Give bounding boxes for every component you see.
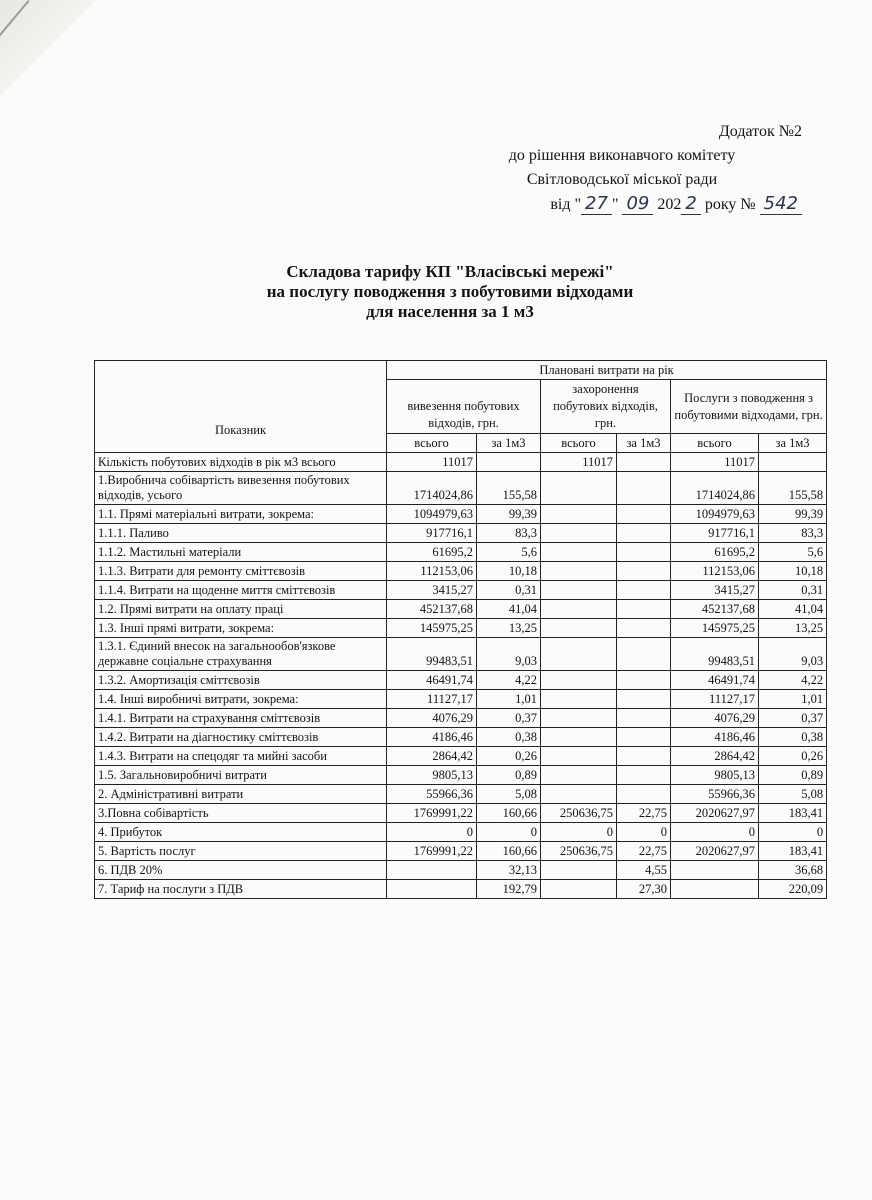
burial-header: захоронення побутових відходів, грн. xyxy=(541,380,671,434)
row-value xyxy=(541,581,617,600)
row-value xyxy=(541,785,617,804)
table-row xyxy=(95,861,827,880)
table-row xyxy=(95,785,827,804)
row-label: 1.3.1. Єдиний внесок на загальнообов'язкове державне соціальне страхування xyxy=(95,638,387,671)
row-value: 1714024,86 xyxy=(387,472,477,505)
row-value: 22,75 xyxy=(617,804,671,823)
annex-title: Додаток №2 xyxy=(718,123,802,140)
row-value: 9,03 xyxy=(477,638,541,671)
row-value: 452137,68 xyxy=(671,600,759,619)
table-row xyxy=(95,581,827,600)
row-value: 145975,25 xyxy=(671,619,759,638)
total-header: всього xyxy=(671,434,759,453)
row-value: 1769991,22 xyxy=(387,842,477,861)
row-label: 1.3.2. Амортизація сміттєвозів xyxy=(95,671,387,690)
row-value: 0,89 xyxy=(759,766,827,785)
row-value: 11017 xyxy=(671,453,759,472)
document-title xyxy=(180,262,720,322)
year-prefix: 202 xyxy=(657,196,682,213)
row-value: 1714024,86 xyxy=(671,472,759,505)
table-row xyxy=(95,638,827,671)
row-value: 155,58 xyxy=(477,472,541,505)
row-value: 0,37 xyxy=(477,709,541,728)
table-row xyxy=(95,842,827,861)
row-value: 10,18 xyxy=(759,562,827,581)
row-value: 452137,68 xyxy=(387,600,477,619)
table-row xyxy=(95,562,827,581)
row-value xyxy=(387,880,477,899)
row-value: 4,55 xyxy=(617,861,671,880)
row-label: 1.4. Інші виробничі витрати, зокрема: xyxy=(95,690,387,709)
year-suffix: 2 xyxy=(681,193,700,215)
row-value: 83,3 xyxy=(477,524,541,543)
row-value xyxy=(541,600,617,619)
planned-costs-header: Плановані витрати на рік xyxy=(387,361,827,380)
row-value xyxy=(541,861,617,880)
row-value: 2020627,97 xyxy=(671,842,759,861)
table-row xyxy=(95,747,827,766)
row-value: 0 xyxy=(759,823,827,842)
table-row xyxy=(95,472,827,505)
row-value: 0 xyxy=(477,823,541,842)
row-label: 1.2. Прямі витрати на оплату праці xyxy=(95,600,387,619)
row-value: 99,39 xyxy=(759,505,827,524)
row-value xyxy=(617,453,671,472)
row-value: 0,38 xyxy=(759,728,827,747)
row-value: 11127,17 xyxy=(671,690,759,709)
row-value: 1,01 xyxy=(759,690,827,709)
row-label: 1.4.1. Витрати на страхування сміттєвозів xyxy=(95,709,387,728)
row-label: 1.1.1. Паливо xyxy=(95,524,387,543)
row-value: 9805,13 xyxy=(387,766,477,785)
row-value: 183,41 xyxy=(759,842,827,861)
table-row xyxy=(95,505,827,524)
row-value: 4186,46 xyxy=(671,728,759,747)
date-month: 09 xyxy=(622,193,653,215)
row-value: 61695,2 xyxy=(671,543,759,562)
row-value xyxy=(541,690,617,709)
row-label: 1.4.2. Витрати на діагностику сміттєвозів xyxy=(95,728,387,747)
tariff-body xyxy=(95,453,827,899)
title-line-1: Складова тарифу КП "Власівські мережі" xyxy=(286,262,614,281)
row-value: 83,3 xyxy=(759,524,827,543)
row-value: 55966,36 xyxy=(387,785,477,804)
date-mid: " xyxy=(611,196,619,213)
table-row xyxy=(95,600,827,619)
row-value xyxy=(617,562,671,581)
row-label: 1.3. Інші прямі витрати, зокрема: xyxy=(95,619,387,638)
row-value: 11017 xyxy=(541,453,617,472)
row-value: 5,6 xyxy=(759,543,827,562)
row-value xyxy=(477,453,541,472)
row-label: 1.1.2. Мастильні матеріали xyxy=(95,543,387,562)
row-label: 4. Прибуток xyxy=(95,823,387,842)
row-value: 1769991,22 xyxy=(387,804,477,823)
row-value xyxy=(617,638,671,671)
row-value: 11127,17 xyxy=(387,690,477,709)
row-value xyxy=(617,543,671,562)
row-value xyxy=(617,619,671,638)
row-value: 9,03 xyxy=(759,638,827,671)
tariff-table xyxy=(94,360,827,899)
row-value: 160,66 xyxy=(477,804,541,823)
row-value xyxy=(541,880,617,899)
table-row xyxy=(95,880,827,899)
row-value xyxy=(617,728,671,747)
row-value xyxy=(541,472,617,505)
row-value: 1094979,63 xyxy=(387,505,477,524)
table-row xyxy=(95,543,827,562)
row-value: 4186,46 xyxy=(387,728,477,747)
row-value: 4076,29 xyxy=(671,709,759,728)
indicator-header: Показник xyxy=(95,361,387,453)
row-value xyxy=(617,524,671,543)
row-value: 41,04 xyxy=(759,600,827,619)
row-value xyxy=(617,709,671,728)
row-value xyxy=(617,785,671,804)
row-label: Кількість побутових відходів в рік м3 всього xyxy=(95,453,387,472)
title-line-2: на послугу поводження з побутовими відходами xyxy=(266,282,634,301)
row-value: 99483,51 xyxy=(387,638,477,671)
row-value xyxy=(541,709,617,728)
row-value: 13,25 xyxy=(477,619,541,638)
row-value xyxy=(541,562,617,581)
row-value: 5,08 xyxy=(759,785,827,804)
row-value: 36,68 xyxy=(759,861,827,880)
row-value: 4,22 xyxy=(477,671,541,690)
total-header: всього xyxy=(387,434,477,453)
row-label: 3.Повна собівартість xyxy=(95,804,387,823)
date-prefix: від " xyxy=(550,196,582,213)
date-day: 27 xyxy=(581,193,612,215)
row-value: 55966,36 xyxy=(671,785,759,804)
row-value: 10,18 xyxy=(477,562,541,581)
row-value: 4076,29 xyxy=(387,709,477,728)
row-value: 0,89 xyxy=(477,766,541,785)
row-value: 99483,51 xyxy=(671,638,759,671)
table-row xyxy=(95,823,827,842)
row-value: 41,04 xyxy=(477,600,541,619)
row-value xyxy=(617,747,671,766)
row-value: 3415,27 xyxy=(671,581,759,600)
row-value: 46491,74 xyxy=(387,671,477,690)
row-label: 7. Тариф на послуги з ПДВ xyxy=(95,880,387,899)
row-value xyxy=(541,728,617,747)
row-value xyxy=(541,524,617,543)
annex-council-line: Світловодської міської ради xyxy=(526,171,718,188)
table-row xyxy=(95,690,827,709)
row-value: 145975,25 xyxy=(387,619,477,638)
row-value: 1,01 xyxy=(477,690,541,709)
row-value xyxy=(671,861,759,880)
annex-date-line xyxy=(442,192,802,217)
table-row xyxy=(95,671,827,690)
decision-number: 542 xyxy=(760,193,802,215)
row-value xyxy=(541,747,617,766)
row-label: 6. ПДВ 20% xyxy=(95,861,387,880)
table-row xyxy=(95,804,827,823)
row-value xyxy=(617,600,671,619)
row-label: 1.1.4. Витрати на щоденне миття сміттєвозів xyxy=(95,581,387,600)
row-label: 1.1.3. Витрати для ремонту сміттєвозів xyxy=(95,562,387,581)
row-value xyxy=(541,638,617,671)
row-value: 192,79 xyxy=(477,880,541,899)
row-value: 250636,75 xyxy=(541,804,617,823)
row-value: 0,26 xyxy=(759,747,827,766)
row-value: 9805,13 xyxy=(671,766,759,785)
row-value xyxy=(387,861,477,880)
row-value: 99,39 xyxy=(477,505,541,524)
row-value: 46491,74 xyxy=(671,671,759,690)
row-label: 5. Вартість послуг xyxy=(95,842,387,861)
per-m3-header: за 1м3 xyxy=(477,434,541,453)
row-value: 4,22 xyxy=(759,671,827,690)
row-value: 220,09 xyxy=(759,880,827,899)
row-value: 61695,2 xyxy=(387,543,477,562)
row-value: 0,37 xyxy=(759,709,827,728)
row-value xyxy=(617,671,671,690)
row-value: 2864,42 xyxy=(387,747,477,766)
row-value: 0 xyxy=(541,823,617,842)
row-value: 112153,06 xyxy=(387,562,477,581)
row-value: 5,08 xyxy=(477,785,541,804)
row-value xyxy=(617,581,671,600)
row-value: 183,41 xyxy=(759,804,827,823)
table-row xyxy=(95,524,827,543)
table-row xyxy=(95,709,827,728)
row-value xyxy=(541,543,617,562)
row-value xyxy=(617,472,671,505)
row-value xyxy=(541,619,617,638)
row-value: 2864,42 xyxy=(671,747,759,766)
row-value: 5,6 xyxy=(477,543,541,562)
removal-header: вивезення побутових відходів, грн. xyxy=(387,380,541,434)
row-value: 0,31 xyxy=(759,581,827,600)
row-value xyxy=(617,690,671,709)
row-value: 3415,27 xyxy=(387,581,477,600)
per-m3-header: за 1м3 xyxy=(759,434,827,453)
row-value: 22,75 xyxy=(617,842,671,861)
row-value: 32,13 xyxy=(477,861,541,880)
table-row xyxy=(95,619,827,638)
row-label: 2. Адміністративні витрати xyxy=(95,785,387,804)
row-value: 2020627,97 xyxy=(671,804,759,823)
table-row xyxy=(95,766,827,785)
row-value: 27,30 xyxy=(617,880,671,899)
row-value: 13,25 xyxy=(759,619,827,638)
row-value xyxy=(541,671,617,690)
row-value xyxy=(541,505,617,524)
annex-decision-line: до рішення виконавчого комітету xyxy=(508,147,736,164)
year-word: року № xyxy=(704,196,756,213)
row-value: 0 xyxy=(387,823,477,842)
row-value xyxy=(759,453,827,472)
row-value: 0 xyxy=(617,823,671,842)
title-line-3: для населення за 1 м3 xyxy=(366,302,534,321)
services-header: Послуги з поводження з побутовими відходами, грн. xyxy=(671,380,827,434)
row-value: 155,58 xyxy=(759,472,827,505)
row-value xyxy=(671,880,759,899)
row-label: 1.5. Загальновиробничі витрати xyxy=(95,766,387,785)
row-value: 0,26 xyxy=(477,747,541,766)
row-value: 11017 xyxy=(387,453,477,472)
annex-header xyxy=(442,120,802,217)
row-value: 917716,1 xyxy=(671,524,759,543)
row-value: 0,31 xyxy=(477,581,541,600)
row-value: 0 xyxy=(671,823,759,842)
row-label: 1.1. Прямі матеріальні витрати, зокрема: xyxy=(95,505,387,524)
row-value: 112153,06 xyxy=(671,562,759,581)
row-value: 1094979,63 xyxy=(671,505,759,524)
table-row xyxy=(95,453,827,472)
per-m3-header: за 1м3 xyxy=(617,434,671,453)
row-value: 250636,75 xyxy=(541,842,617,861)
table-row xyxy=(95,728,827,747)
total-header: всього xyxy=(541,434,617,453)
row-label: 1.Виробнича собівартість вивезення побутових відходів, усього xyxy=(95,472,387,505)
row-value: 0,38 xyxy=(477,728,541,747)
row-value: 160,66 xyxy=(477,842,541,861)
row-value: 917716,1 xyxy=(387,524,477,543)
row-value xyxy=(617,766,671,785)
row-value xyxy=(617,505,671,524)
row-value xyxy=(541,766,617,785)
row-label: 1.4.3. Витрати на спецодяг та мийні засоби xyxy=(95,747,387,766)
